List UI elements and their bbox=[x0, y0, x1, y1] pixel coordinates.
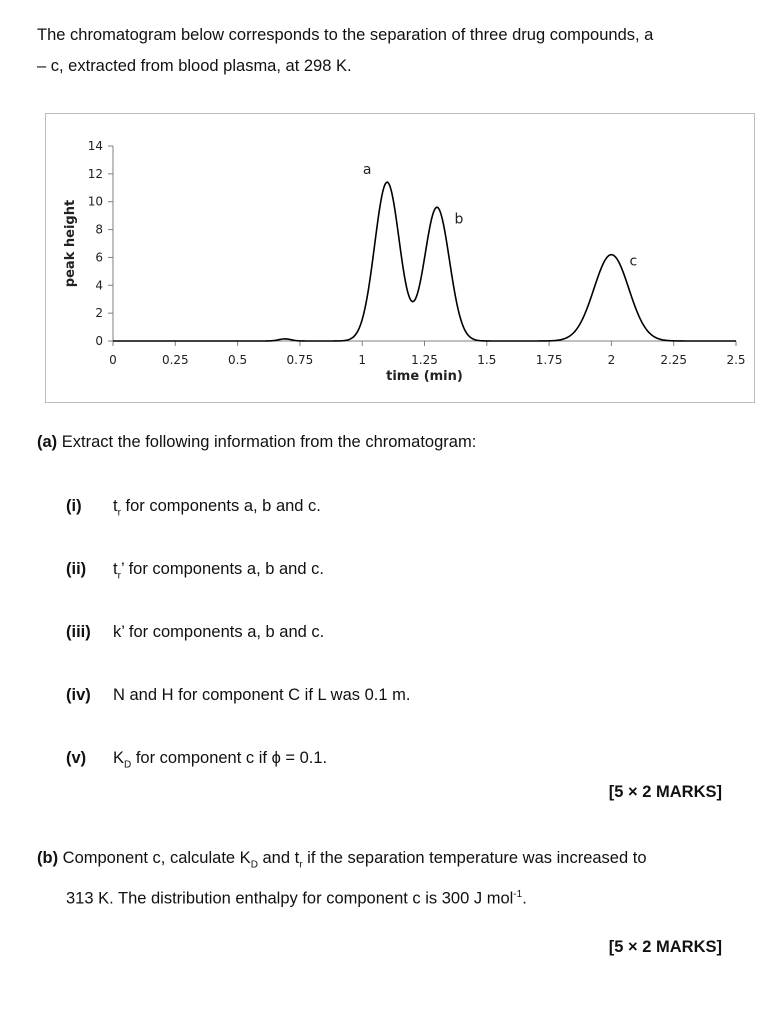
chromatogram-trace bbox=[113, 182, 736, 341]
peak-label-a: a bbox=[362, 162, 372, 179]
x-tick-label: 1.75 bbox=[535, 353, 563, 367]
x-tick-label: 1.25 bbox=[411, 353, 438, 367]
x-tick-label: 1.5 bbox=[477, 353, 497, 367]
y-tick-label: 10 bbox=[87, 194, 103, 209]
y-tick-label: 6 bbox=[95, 250, 103, 265]
x-tick-label: 2.5 bbox=[726, 353, 746, 367]
question-b-prompt: (b) Component c, calculate $K_D$ and $t_r$ if the separation temperature was increased to 313 K. The distribution enthalpy for component c is 300 J mol$^{-1}$. bbox=[37, 849, 647, 908]
intro-line-1: The chromatogram below corresponds to the separation of three drug compounds, a bbox=[37, 26, 654, 44]
x-tick-label: 0.25 bbox=[161, 353, 189, 367]
question-b-label: (b) bbox=[37, 849, 59, 867]
question-a-item-4: (iv) N and H for component C if L was 0.1 m. bbox=[66, 686, 411, 704]
item-number: (i) bbox=[66, 497, 82, 515]
question-a-item-3: (iii) k’ for components a, b and c. bbox=[66, 623, 325, 641]
question-a-item-5: (v) $K_D$ for component c if ϕ = 0.1. bbox=[66, 749, 328, 771]
intro-paragraph bbox=[37, 20, 737, 82]
y-axis-label: peak height bbox=[63, 199, 78, 288]
question-a-item-1: (i) $t_r$ for components a, b and c. bbox=[66, 497, 321, 519]
y-tick-label: 12 bbox=[87, 166, 103, 181]
y-tick-label: 8 bbox=[95, 222, 103, 237]
y-tick-label: 0 bbox=[95, 334, 103, 348]
question-b-marks: [5 × 2 MARKS] bbox=[608, 938, 722, 956]
item-number: (ii) bbox=[66, 560, 87, 578]
chromatogram-chart bbox=[45, 113, 755, 403]
y-tick-label: 4 bbox=[95, 278, 103, 293]
y-tick-label: 14 bbox=[87, 139, 103, 153]
question-a-label: (a) bbox=[37, 433, 58, 451]
item-number: (iii) bbox=[66, 623, 91, 641]
x-tick-label: 0.75 bbox=[286, 353, 314, 367]
y-tick-label: 2 bbox=[95, 306, 103, 321]
x-axis-label: time (min) bbox=[386, 369, 463, 384]
peak-label-b: b bbox=[454, 211, 464, 228]
question-a-text: Extract the following information from the chromatogram: bbox=[61, 433, 477, 451]
chromatogram-svg bbox=[46, 114, 754, 402]
x-tick-label: 2 bbox=[607, 353, 616, 367]
question-a-item-2: (ii) $t_r$’ for components a, b and c. bbox=[66, 560, 324, 582]
x-tick-label: 2.25 bbox=[660, 353, 688, 367]
item-number: (v) bbox=[66, 749, 87, 767]
intro-line-2: – c, extracted from blood plasma, at 298 K. bbox=[37, 57, 352, 75]
item-number: (iv) bbox=[66, 686, 91, 704]
question-a-marks: [5 × 2 MARKS] bbox=[608, 783, 722, 801]
x-tick-label: 0.5 bbox=[228, 353, 248, 367]
x-tick-label: 0 bbox=[109, 353, 117, 367]
x-tick-label: 1 bbox=[358, 353, 367, 367]
peak-label-c: c bbox=[629, 253, 638, 270]
question-a-prompt bbox=[37, 433, 476, 452]
